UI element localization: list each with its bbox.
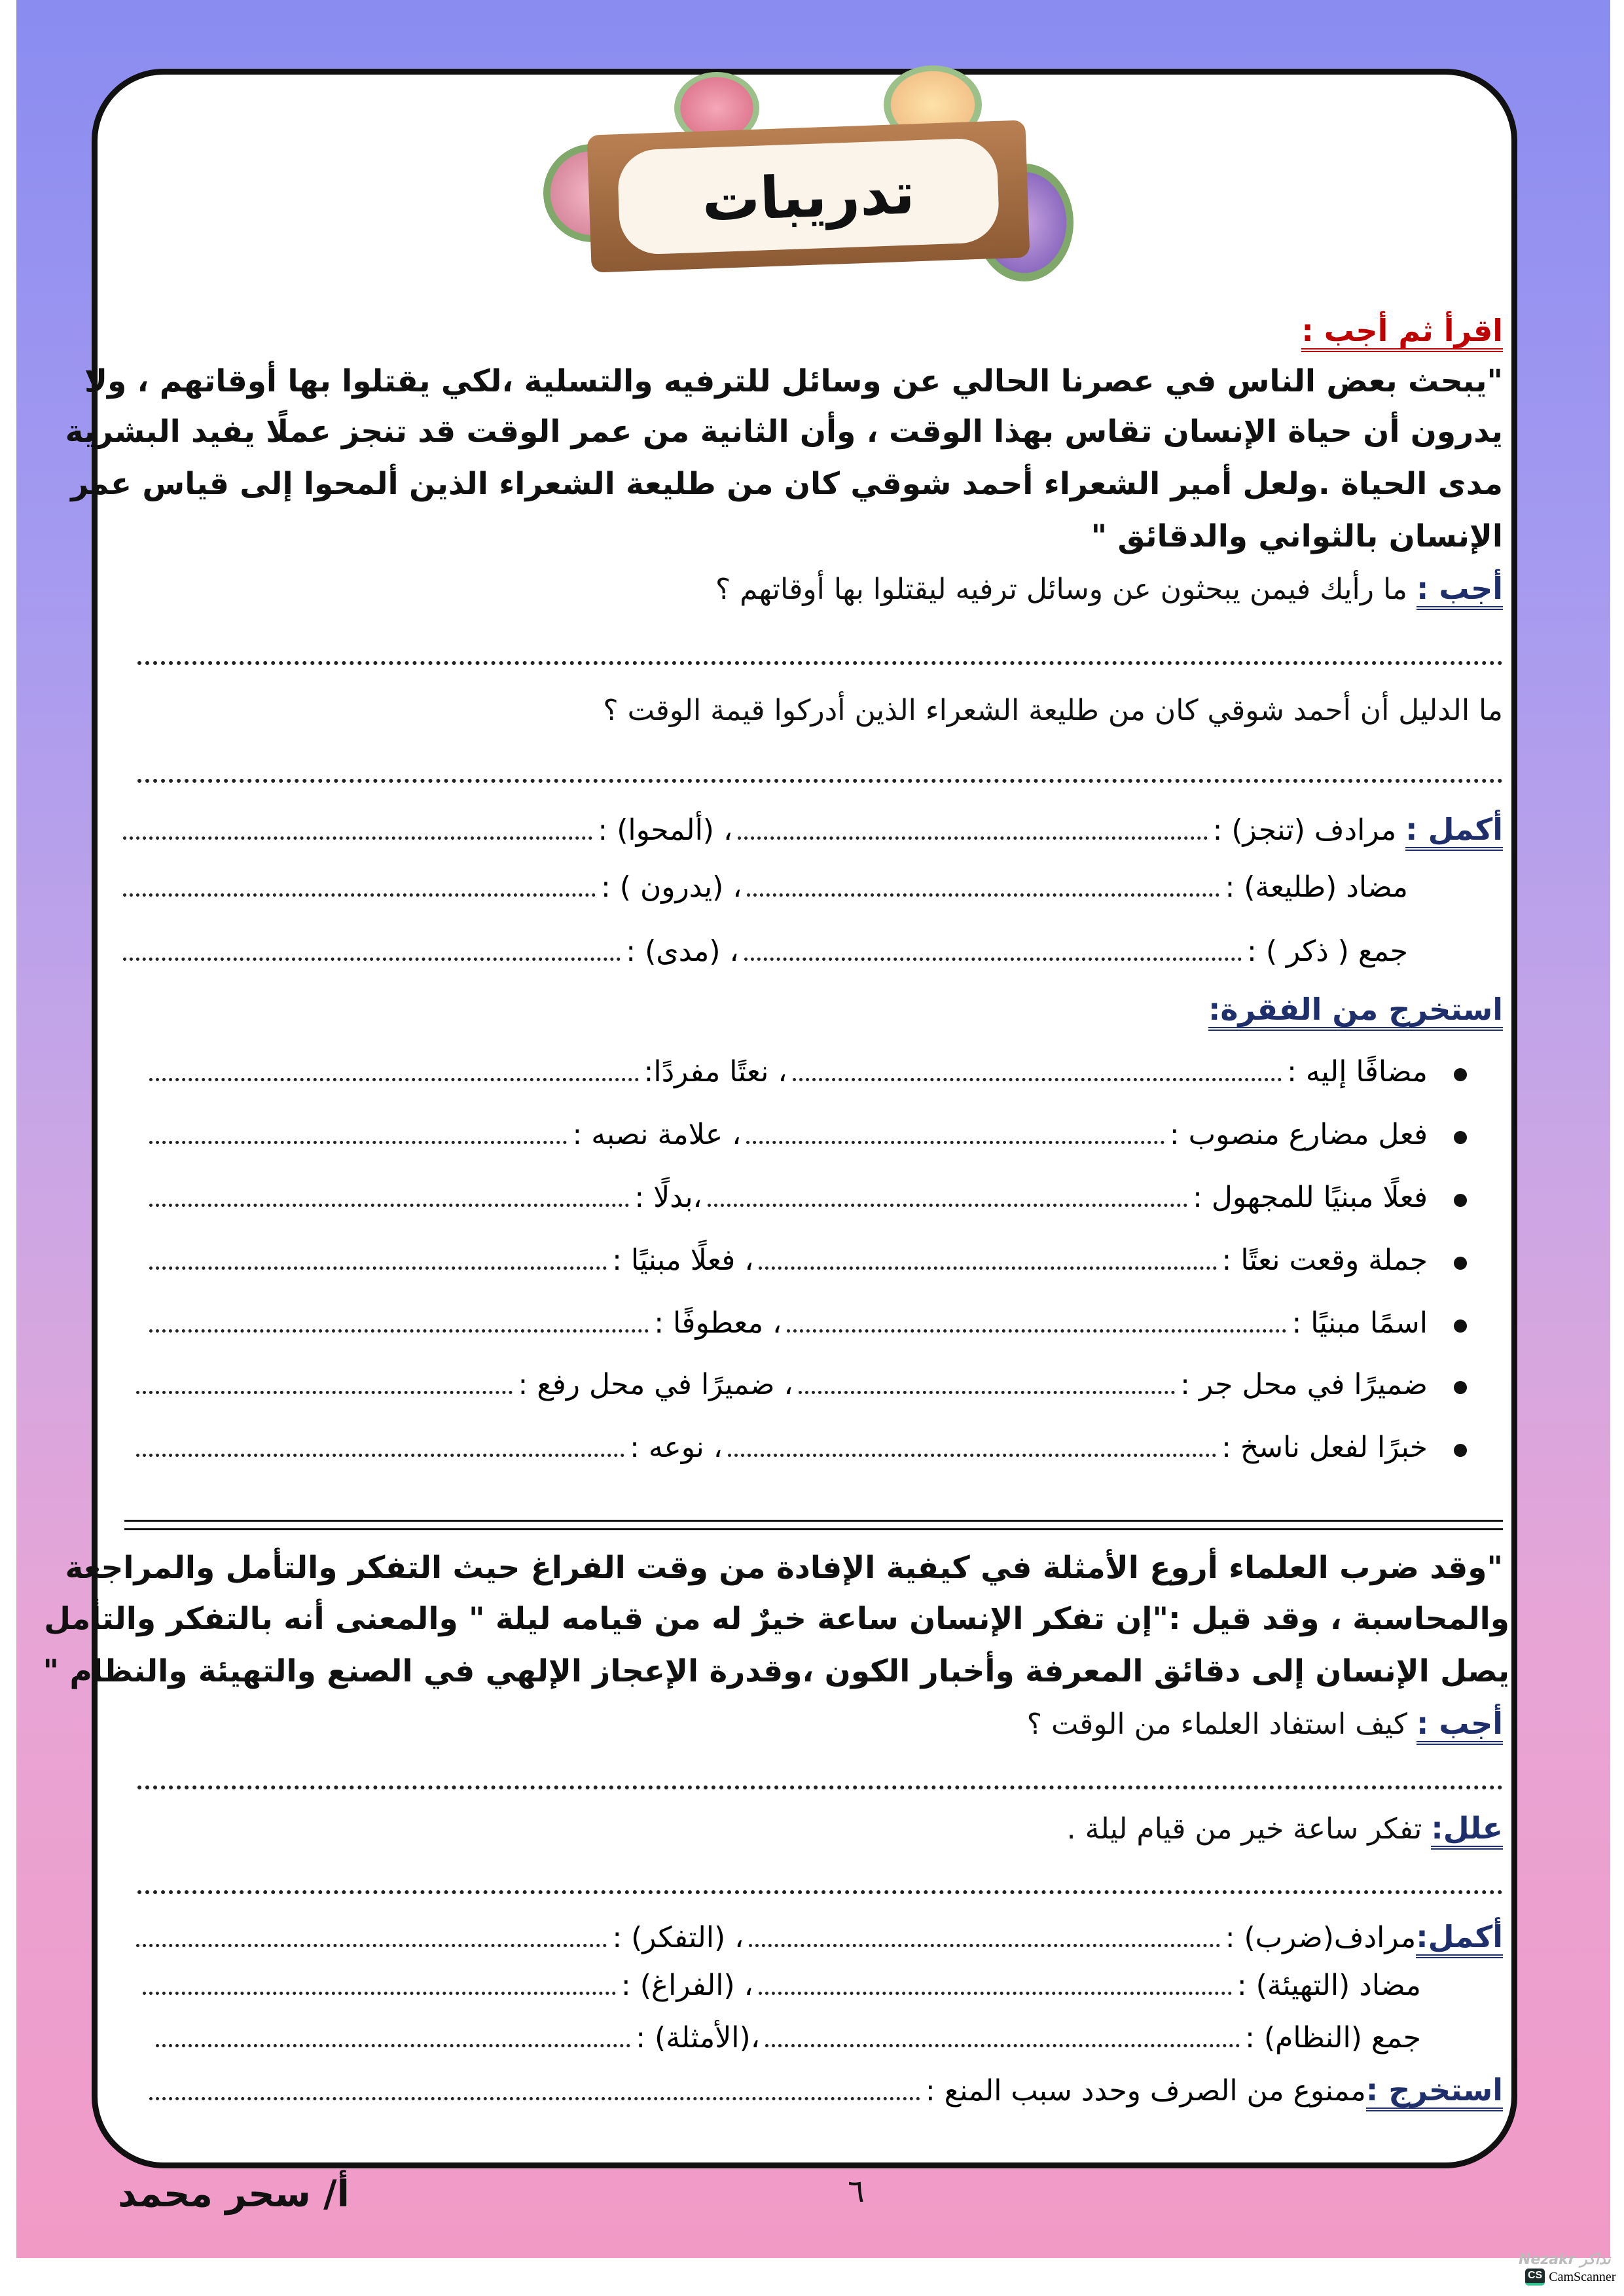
bullet-icon: [1454, 1257, 1467, 1270]
fill-prompt: ممنوع من الصرف وحدد سبب المنع :: [925, 2074, 1366, 2108]
camscanner-watermark: [1525, 2269, 1615, 2286]
complete-row: [131, 1919, 1503, 1958]
bullet-icon: [1454, 1194, 1467, 1207]
passage1-line: يدرون أن حياة الإنسان تقاس بهذا الوقت ، وأن الثانية من عمر الوقت قد تنجز عملًا يفيد البشرية: [65, 414, 1503, 450]
fill-prompt: ، نعتًا مفردًا:: [643, 1055, 787, 1088]
fill-prompt: فعل مضارع منصوب :: [1169, 1118, 1428, 1151]
reason-label: علل:: [1431, 1810, 1503, 1850]
fill-blank[interactable]: [149, 1078, 639, 1081]
fill-blank[interactable]: [149, 1266, 607, 1270]
complete-label: أكمل:: [1416, 1919, 1503, 1958]
extract-label: استخرج من الفقرة:: [1208, 992, 1503, 1031]
fill-prompt: اسمًا مبنيًا :: [1291, 1306, 1428, 1340]
question-3: [1027, 1706, 1503, 1741]
fill-blank[interactable]: [746, 1141, 1164, 1144]
camscanner-label: CamScanner: [1549, 2269, 1616, 2284]
fill-prompt: ،(الأمثلة) :: [636, 2021, 760, 2054]
fill-prompt: ، (التفكر) :: [612, 1921, 744, 1954]
bullet-icon: [1454, 1444, 1467, 1457]
passage1-line: مدى الحياة .ولعل أمير الشعراء أحمد شوقي كان من طليعة الشعراء الذين ألمحوا إلى قياس عمر: [71, 466, 1503, 502]
fill-prompt: ، (ألمحوا) :: [598, 814, 733, 847]
extract-item: [131, 1368, 1467, 1401]
bullet-icon: [1454, 1068, 1467, 1081]
fill-prompt: جمع (النظام) :: [1245, 2021, 1421, 2054]
title-banner: [543, 65, 1074, 314]
fill-prompt: ، ضميرًا في محل رفع :: [518, 1368, 793, 1401]
passage2-line: يصل الإنسان إلى دقائق المعرفة وأخبار الكون ،وقدرة الإعجاز الإلهي في الصنع والتهيئة والنظام ": [43, 1653, 1509, 1689]
bullet-icon: [1454, 1381, 1467, 1394]
complete-row: [151, 2021, 1421, 2054]
answer-label: أجب :: [1416, 571, 1503, 610]
fill-prompt: ،بدلًا :: [634, 1181, 702, 1214]
complete-row: [118, 812, 1503, 851]
fill-prompt: جملة وقعت نعتًا :: [1221, 1244, 1428, 1277]
fill-prompt: خبرًا لفعل ناسخ :: [1221, 1431, 1428, 1464]
fill-blank[interactable]: [787, 1329, 1286, 1333]
fill-prompt: مضاد (طليعة) :: [1225, 870, 1408, 904]
question-1: [715, 571, 1503, 606]
answer-label: أجب :: [1416, 1706, 1503, 1745]
section1-heading: [1301, 313, 1503, 348]
answer-line[interactable]: [137, 1785, 1503, 1789]
complete-row: [118, 935, 1408, 968]
complete-label: أكمل :: [1405, 812, 1503, 851]
fill-blank[interactable]: [747, 893, 1219, 897]
fill-prompt: ، فعلًا مبنيًا :: [612, 1244, 754, 1277]
answer-line[interactable]: [137, 779, 1503, 783]
extract-row: [144, 2072, 1503, 2111]
fill-prompt: ، علامة نصبه :: [572, 1118, 742, 1151]
fill-blank[interactable]: [793, 1078, 1282, 1081]
complete-row: [137, 1969, 1421, 2002]
extract-item: [144, 1244, 1467, 1277]
fill-blank[interactable]: [744, 958, 1242, 961]
fill-prompt: ، معطوفًا :: [654, 1306, 782, 1340]
fill-blank[interactable]: [136, 1454, 624, 1457]
read-answer-heading: اقرأ ثم أجب :: [1301, 313, 1503, 352]
fill-blank[interactable]: [156, 2044, 630, 2047]
fill-prompt: مرادف (تنجز) :: [1212, 814, 1397, 847]
fill-prompt: ، (مدى) :: [626, 935, 739, 968]
page-number: ٦: [848, 2173, 865, 2210]
fill-blank[interactable]: [143, 1992, 616, 1995]
fill-prompt: ضميرًا في محل جر :: [1180, 1368, 1428, 1401]
fill-prompt: مضافًا إليه :: [1287, 1055, 1428, 1088]
fill-blank[interactable]: [708, 1204, 1187, 1207]
extract-label: استخرج :: [1366, 2072, 1503, 2111]
fill-prompt: جمع ( ذكر ) :: [1247, 935, 1408, 968]
extract-item: [144, 1306, 1467, 1340]
fill-prompt: ، (يدرون ) :: [600, 870, 742, 904]
extract-item: [144, 1181, 1467, 1214]
complete-row: [118, 870, 1408, 904]
fill-blank[interactable]: [149, 2097, 920, 2100]
answer-line[interactable]: [137, 661, 1503, 665]
site-watermark: Nezakr نذاكر: [1519, 2251, 1611, 2268]
question-text: ما رأيك فيمن يبحثون عن وسائل ترفيه ليقتلوا بها أوقاتهم ؟: [715, 573, 1407, 606]
fill-blank[interactable]: [123, 893, 596, 897]
passage1-line: "يبحث بعض الناس في عصرنا الحالي عن وسائل للترفيه والتسلية ،لكي يقتلوا بها أوقاتهم ، ولا: [84, 363, 1503, 399]
fill-blank[interactable]: [759, 1992, 1232, 1995]
fill-prompt: مرادف(ضرب) :: [1225, 1921, 1416, 1954]
fill-blank[interactable]: [799, 1391, 1175, 1394]
passage1-line: الإنسان بالثواني والدقائق ": [1091, 518, 1503, 554]
author-name: أ/ سحر محمد: [118, 2173, 350, 2215]
fill-blank[interactable]: [149, 1204, 629, 1207]
fill-prompt: فعلًا مبنيًا للمجهول :: [1193, 1181, 1428, 1214]
bullet-icon: [1454, 1319, 1467, 1333]
fill-blank[interactable]: [759, 1266, 1216, 1270]
reason-question: [1067, 1810, 1503, 1846]
passage2-line: "وقد ضرب العلماء أروع الأمثلة في كيفية الإفادة من وقت الفراغ حيث التفكر والتأمل والمراجعة: [65, 1550, 1503, 1586]
fill-blank[interactable]: [136, 1391, 513, 1394]
camscanner-logo-icon: CS: [1525, 2269, 1545, 2286]
extract-heading: [1208, 992, 1503, 1027]
fill-blank[interactable]: [765, 2044, 1240, 2047]
fill-prompt: مضاد (التهيئة) :: [1236, 1969, 1421, 2002]
question-2: ما الدليل أن أحمد شوقي كان من طليعة الشعراء الذين أدركوا قيمة الوقت ؟: [603, 694, 1503, 727]
fill-blank[interactable]: [728, 1454, 1216, 1457]
extract-item: [131, 1431, 1467, 1464]
fill-prompt: ، (الفراغ) :: [621, 1969, 753, 2002]
fill-blank[interactable]: [749, 1944, 1219, 1947]
fill-blank[interactable]: [149, 1141, 567, 1144]
fill-blank[interactable]: [123, 958, 621, 961]
bullet-icon: [1454, 1131, 1467, 1144]
fill-blank[interactable]: [738, 836, 1207, 840]
question-text: كيف استفاد العلماء من الوقت ؟: [1026, 1708, 1407, 1741]
extract-item: [144, 1055, 1467, 1088]
fill-blank[interactable]: [136, 1944, 607, 1947]
answer-line[interactable]: [137, 1890, 1503, 1894]
passage2-line: والمحاسبة ، وقد قيل :"إن تفكر الإنسان ساعة خيرٌ له من قيامه ليلة " والمعنى أنه بالتفكر والتأمل: [44, 1601, 1509, 1637]
fill-blank[interactable]: [149, 1329, 649, 1333]
page-title: تدريبات: [700, 158, 916, 234]
fill-blank[interactable]: [123, 836, 592, 840]
fill-prompt: ، نوعه :: [630, 1431, 723, 1464]
extract-item: [144, 1118, 1467, 1151]
question-text: تفكر ساعة خير من قيام ليلة .: [1066, 1812, 1422, 1846]
section-divider: [124, 1520, 1503, 1530]
